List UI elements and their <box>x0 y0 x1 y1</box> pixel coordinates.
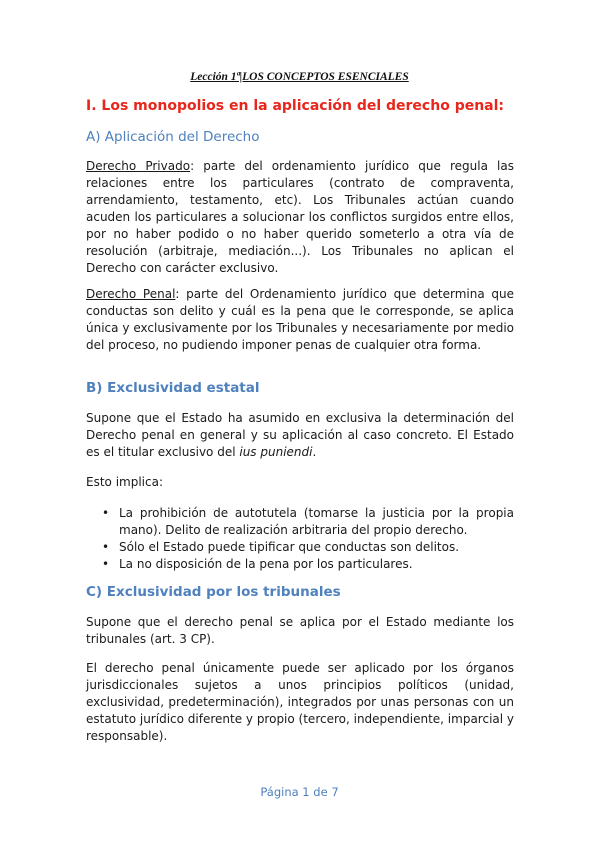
derecho-penal-term: Derecho Penal <box>86 287 176 301</box>
list-item <box>86 556 514 573</box>
list-item-text: Sólo el Estado puede tipificar que conductas son delitos. <box>119 540 460 554</box>
implications-list <box>86 505 514 573</box>
derecho-privado-term: Derecho Privado <box>86 159 191 173</box>
derecho-penal-text: : parte del Ordenamiento jurídico que determina que conductas son delito y cuál es la pena que le corresponde, se aplica única y exclusivamente por los Tribunales y necesariamente por medio del proceso, no pudiendo imponer penas de cualquier otra forma. <box>86 287 514 352</box>
exclusividad-estatal-paragraph <box>86 410 514 461</box>
bullet-icon: • <box>102 557 110 571</box>
bullet-icon: • <box>102 540 110 554</box>
ius-puniendi-term: ius puniendi <box>239 445 313 459</box>
exclusividad-tribunales-paragraph: Supone que el derecho penal se aplica por el Estado mediante los tribunales (art. 3 CP). <box>86 615 514 646</box>
list-item <box>86 505 514 539</box>
bullet-icon: • <box>102 506 110 520</box>
lesson-title: Lección 1ª|LOS CONCEPTOS ESENCIALES <box>190 71 409 83</box>
organos-jurisdiccionales-paragraph: El derecho penal únicamente puede ser aplicado por los órganos jurisdiccionales sujetos a unos principios políticos (unidad, exclusividad, predeterminación), integrados por unas personas con un estatuto jurídico diferente y propio (tercero, independiente, imparcial y responsable). <box>86 661 515 743</box>
list-item-text: La no disposición de la pena por los particulares. <box>119 557 413 571</box>
derecho-penal-paragraph <box>86 286 514 354</box>
section-a-heading: A) Aplicación del Derecho <box>86 129 260 145</box>
derecho-privado-paragraph <box>86 158 514 277</box>
list-item <box>86 539 514 556</box>
section-c-heading: C) Exclusividad por los tribunales <box>86 584 341 600</box>
section-b-heading: B) Exclusividad estatal <box>86 380 260 396</box>
esto-implica-label: Esto implica: <box>86 475 163 489</box>
main-heading: I. Los monopolios en la aplicación del derecho penal: <box>86 98 505 114</box>
page-number: Página 1 de 7 <box>260 785 339 799</box>
list-item-text: La prohibición de autotutela (tomarse la justicia por la propia mano). Delito de realización arbitraria del propio derecho. <box>119 506 514 537</box>
derecho-privado-text: : parte del ordenamiento jurídico que regula las relaciones entre los particulares (contrato de compraventa, arrendamiento, testamento, etc). Los Tribunales actúan cuando acuden los particulares a solucionar los conflictos surgidos entre ellos, por no haber podido o no haber querido someterlo a otra vía de resolución (arbitraje, mediación...). Los Tribunales no aplican el Derecho con carácter exclusivo. <box>86 159 514 275</box>
exclusividad-text-end: . <box>312 445 317 459</box>
exclusividad-text-start: Supone que el Estado ha asumido en exclusiva la determinación del Derecho penal en general y su aplicación al caso concreto. El Estado es el titular exclusivo del <box>86 411 514 459</box>
